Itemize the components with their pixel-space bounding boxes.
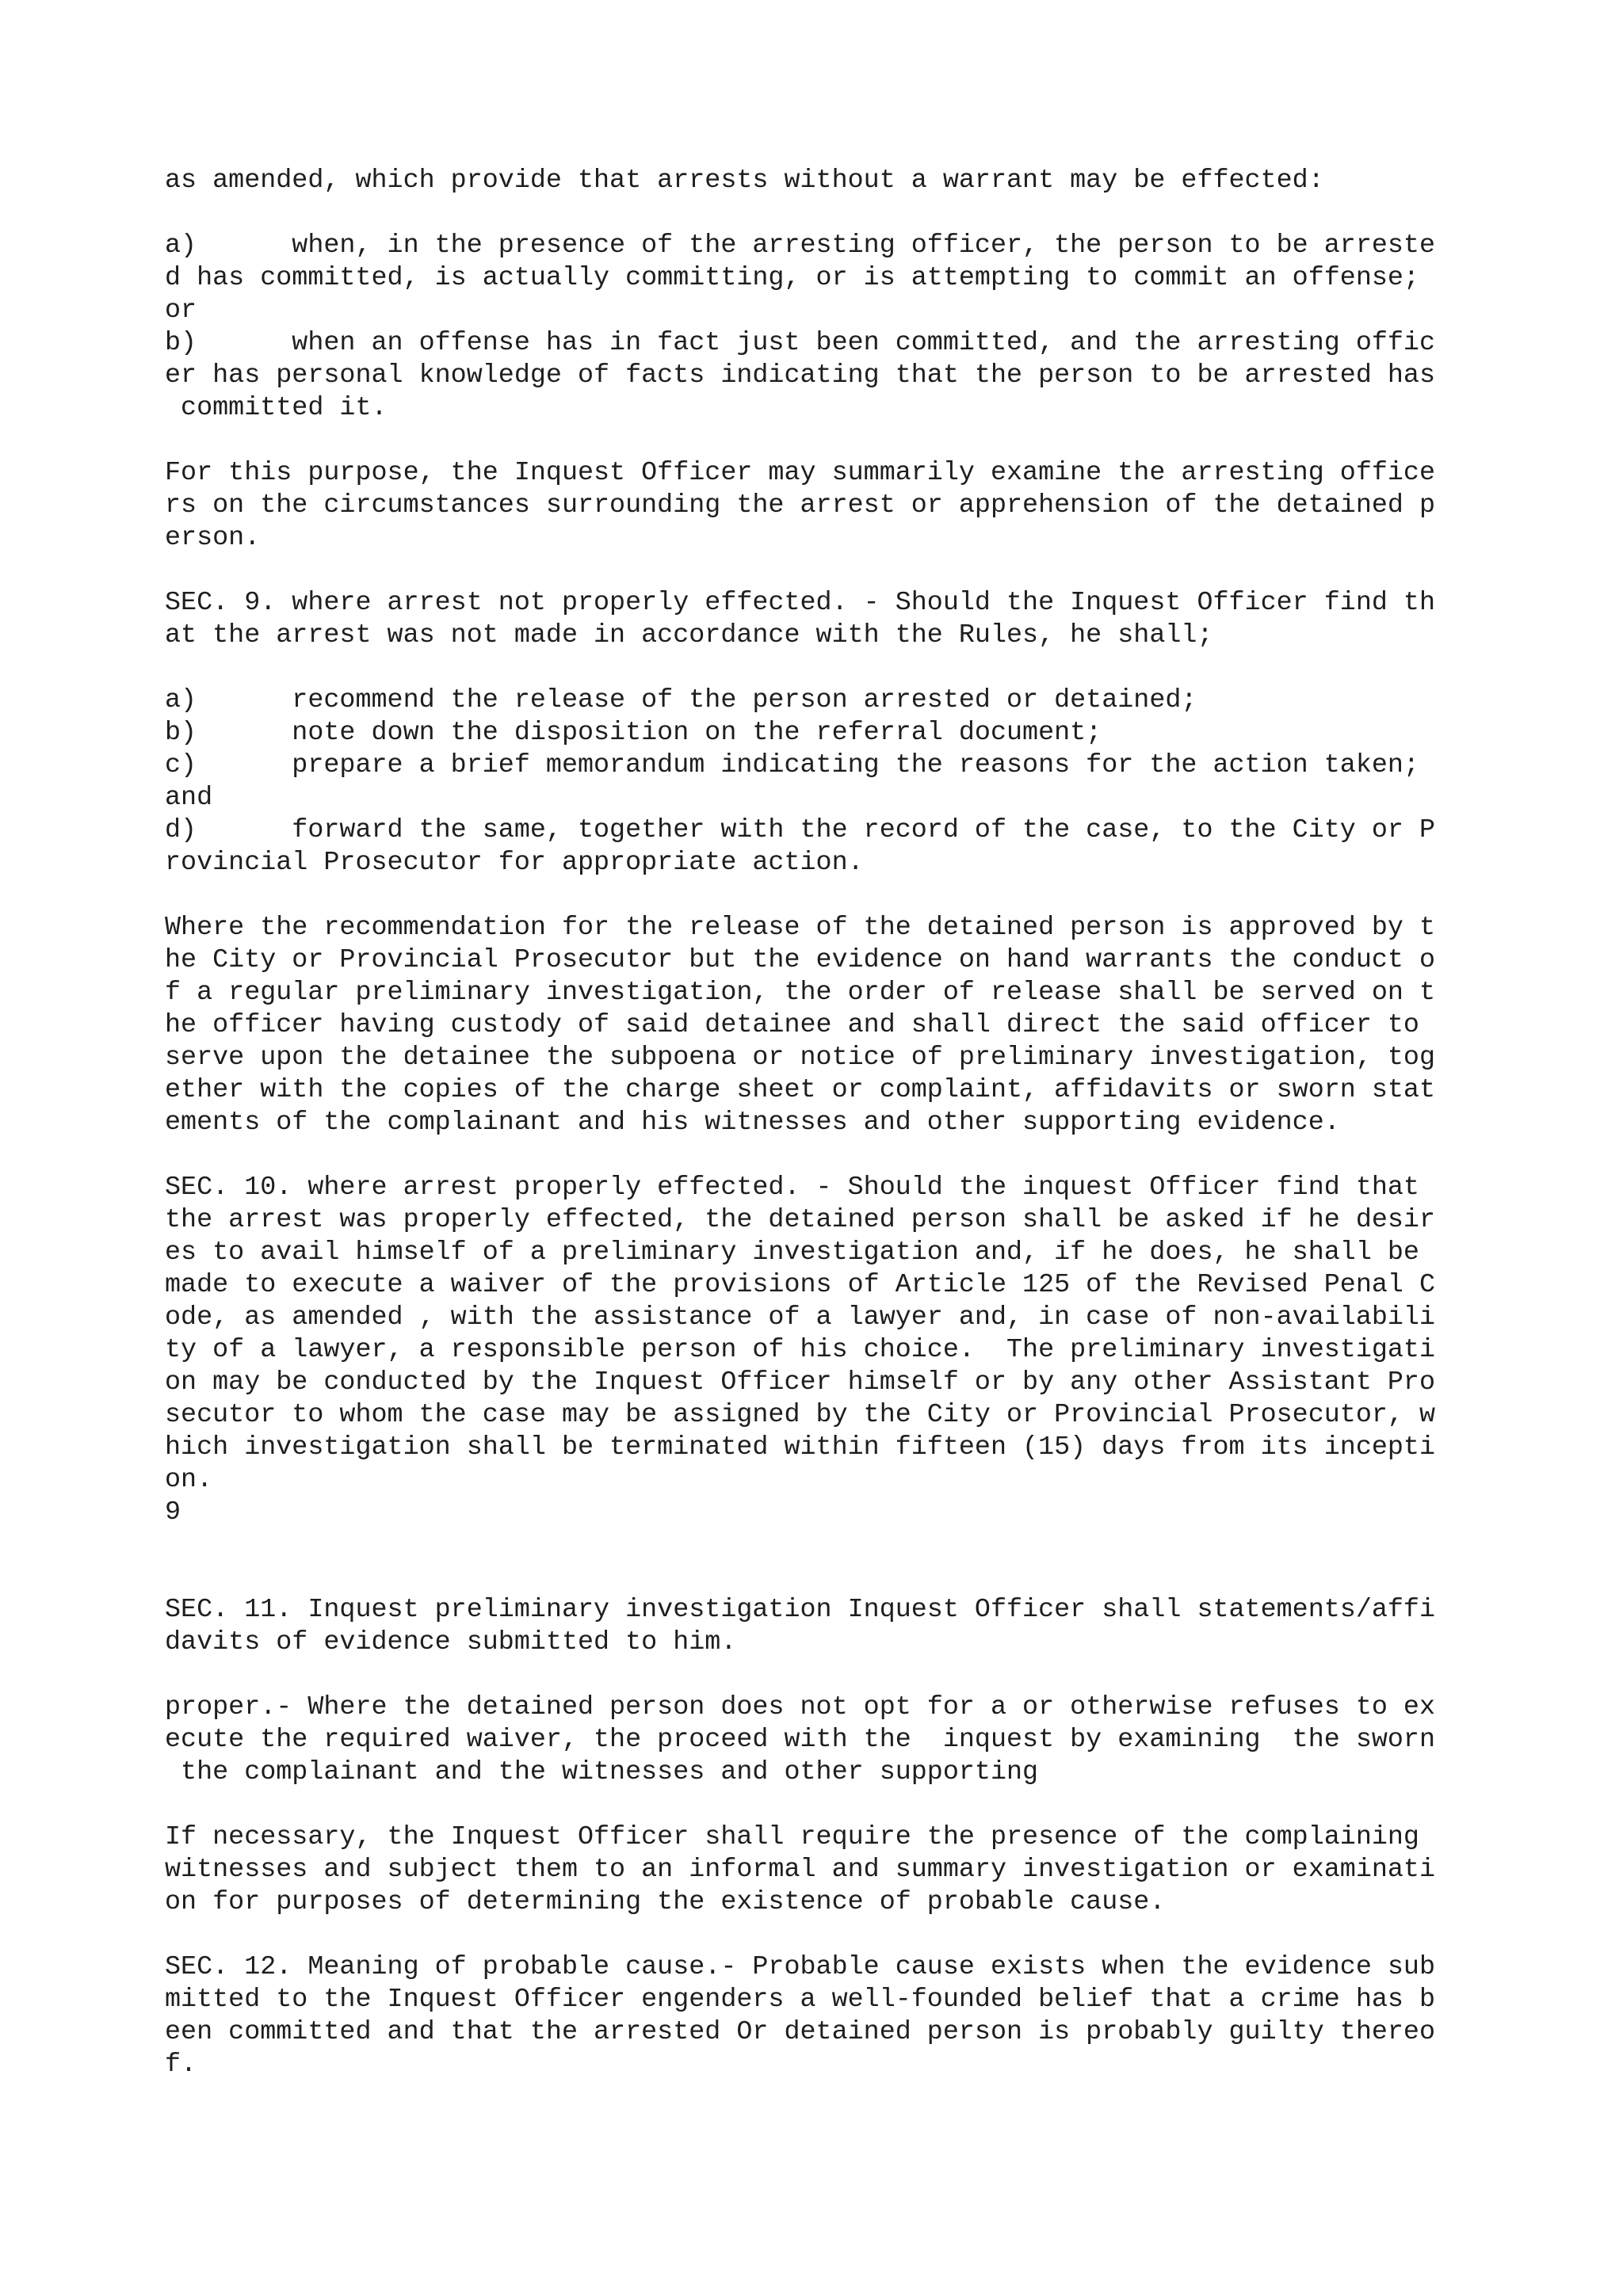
text-line: the arrest was properly effected, the detained person shall be asked if he desir: [165, 1205, 1436, 1235]
text-line: For this purpose, the Inquest Officer may summarily examine the arresting office: [165, 458, 1436, 488]
blank-line: [165, 1139, 1480, 1172]
blank-line: [165, 1659, 1480, 1691]
blank-line: [165, 197, 1480, 230]
text-line: mitted to the Inquest Officer engenders a well-founded belief that a crime has b: [165, 1985, 1436, 2015]
blank-line: [165, 555, 1480, 587]
text-line: proper.- Where the detained person does not opt for a or otherwise refuses to ex: [165, 1692, 1436, 1722]
text-line: Where the recommendation for the release of the detained person is approved by t: [165, 913, 1436, 943]
blank-line: [165, 425, 1480, 457]
text-line: serve upon the detainee the subpoena or notice of preliminary investigation, tog: [165, 1043, 1436, 1073]
text-line: d has committed, is actually committing, or is attempting to commit an offense;: [165, 263, 1419, 293]
text-line: as amended, which provide that arrests without a warrant may be effected:: [165, 166, 1324, 196]
text-line: d) forward the same, together with the record of the case, to the City or P: [165, 815, 1436, 845]
document-text: [165, 165, 1480, 2081]
text-line: a) recommend the release of the person arrested or detained;: [165, 685, 1197, 715]
text-line: es to avail himself of a preliminary investigation and, if he does, he shall be: [165, 1238, 1419, 1268]
text-line: ements of the complainant and his witnesses and other supporting evidence.: [165, 1108, 1340, 1138]
text-line: rs on the circumstances surrounding the arrest or apprehension of the detained p: [165, 490, 1436, 521]
text-line: a) when, in the presence of the arresting officer, the person to be arreste: [165, 231, 1436, 261]
text-line: ty of a lawyer, a responsible person of his choice. The preliminary investigati: [165, 1335, 1436, 1365]
text-line: If necessary, the Inquest Officer shall require the presence of the complaining: [165, 1822, 1419, 1852]
text-line: made to execute a waiver of the provisions of Article 125 of the Revised Penal C: [165, 1270, 1436, 1300]
text-line: he City or Provincial Prosecutor but the evidence on hand warrants the conduct o: [165, 945, 1436, 975]
blank-line: [165, 879, 1480, 912]
text-line: at the arrest was not made in accordance with the Rules, he shall;: [165, 620, 1213, 650]
blank-line: [165, 1529, 1480, 1562]
text-line: SEC. 10. where arrest properly effected. - Should the inquest Officer find that: [165, 1173, 1419, 1203]
text-line: 9: [165, 1497, 181, 1527]
text-line: and: [165, 783, 213, 813]
text-line: c) prepare a brief memorandum indicating the reasons for the action taken;: [165, 750, 1419, 780]
text-line: f.: [165, 2050, 197, 2080]
text-line: rovincial Prosecutor for appropriate action.: [165, 848, 864, 878]
text-line: SEC. 12. Meaning of probable cause.- Probable cause exists when the evidence sub: [165, 1952, 1436, 1982]
text-line: on for purposes of determining the existence of probable cause.: [165, 1887, 1166, 1917]
text-line: the complainant and the witnesses and other supporting: [165, 1757, 1039, 1787]
blank-line: [165, 1789, 1480, 1821]
text-line: witnesses and subject them to an informal and summary investigation or examinati: [165, 1855, 1436, 1885]
text-line: erson.: [165, 523, 261, 553]
text-line: hich investigation shall be terminated within fifteen (15) days from its incepti: [165, 1432, 1436, 1463]
text-line: b) note down the disposition on the referral document;: [165, 718, 1102, 748]
text-line: er has personal knowledge of facts indicating that the person to be arrested has: [165, 360, 1436, 391]
blank-line: [165, 1919, 1480, 1951]
text-line: he officer having custody of said detainee and shall direct the said officer to: [165, 1010, 1419, 1040]
text-line: b) when an offense has in fact just been committed, and the arresting offic: [165, 328, 1436, 358]
text-line: SEC. 9. where arrest not properly effected. - Should the Inquest Officer find th: [165, 588, 1436, 618]
text-line: or: [165, 296, 197, 326]
text-line: davits of evidence submitted to him.: [165, 1627, 737, 1657]
text-line: on.: [165, 1465, 213, 1495]
blank-line: [165, 1562, 1480, 1594]
blank-line: [165, 652, 1480, 685]
text-line: ether with the copies of the charge sheet or complaint, affidavits or sworn stat: [165, 1075, 1436, 1105]
text-line: secutor to whom the case may be assigned by the City or Provincial Prosecutor, w: [165, 1400, 1436, 1430]
text-line: on may be conducted by the Inquest Officer himself or by any other Assistant Pro: [165, 1367, 1436, 1398]
text-line: committed it.: [165, 393, 388, 423]
text-line: f a regular preliminary investigation, the order of release shall be served on t: [165, 978, 1436, 1008]
text-line: ode, as amended , with the assistance of a lawyer and, in case of non-availabili: [165, 1302, 1436, 1333]
text-line: een committed and that the arrested Or detained person is probably guilty thereo: [165, 2017, 1436, 2047]
text-line: SEC. 11. Inquest preliminary investigation Inquest Officer shall statements/affi: [165, 1595, 1436, 1625]
text-line: ecute the required waiver, the proceed with the inquest by examining the sworn: [165, 1725, 1436, 1755]
